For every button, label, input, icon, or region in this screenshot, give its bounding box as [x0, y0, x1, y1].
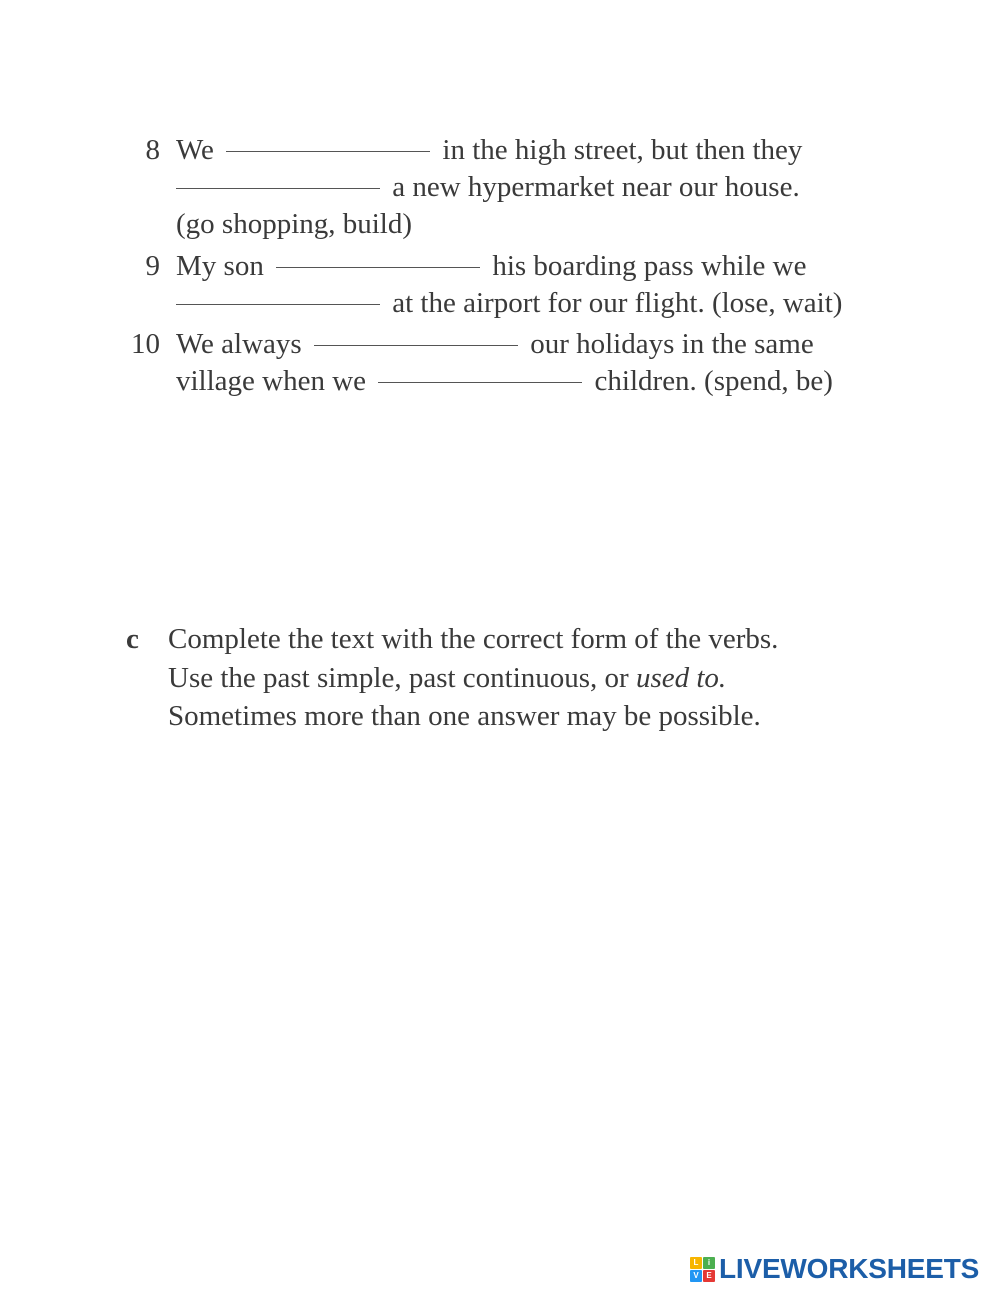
- exercise-number: 8: [145, 134, 160, 166]
- exercise-line: [176, 362, 833, 400]
- answer-blank[interactable]: [226, 131, 430, 152]
- logo-mark-cell: E: [703, 1270, 715, 1282]
- section-instructions: [168, 620, 888, 736]
- exercise-number: 10: [131, 328, 160, 360]
- exercise-text: children. (spend, be): [594, 365, 833, 397]
- exercise-line: [176, 131, 802, 169]
- answer-blank[interactable]: [176, 284, 380, 305]
- section-letter: c: [126, 623, 139, 655]
- exercise-number: 9: [145, 250, 160, 282]
- liveworksheets-logo: [690, 1254, 979, 1284]
- exercise-hint: (go shopping, build): [176, 208, 413, 240]
- answer-blank[interactable]: [314, 325, 518, 346]
- answer-input-10a[interactable]: [314, 337, 518, 357]
- answer-input-8b[interactable]: [176, 180, 380, 200]
- instruction-line: Complete the text with the correct form of the verbs.: [168, 623, 779, 655]
- answer-input-8a[interactable]: [226, 143, 430, 163]
- exercise-text: a new hypermarket near our house.: [392, 171, 800, 203]
- instruction-line: Sometimes more than one answer may be possible.: [168, 700, 761, 732]
- logo-mark-cell: i: [703, 1257, 715, 1269]
- exercise-text: We always: [176, 328, 302, 360]
- exercise-text: at the airport for our flight. (lose, wait): [392, 287, 843, 319]
- instruction-italic: used to.: [635, 661, 727, 694]
- logo-mark-cell: L: [690, 1257, 702, 1269]
- logo-text: LIVEWORKSHEETS: [719, 1253, 980, 1284]
- answer-blank[interactable]: [176, 168, 380, 189]
- answer-blank[interactable]: [378, 362, 582, 383]
- logo-mark-cell: V: [690, 1270, 702, 1282]
- exercise-line: [176, 205, 412, 243]
- exercise-text: My son: [176, 250, 264, 282]
- exercise-text: our holidays in the same: [530, 328, 814, 360]
- answer-blank[interactable]: [276, 247, 480, 268]
- logo-mark-icon: [690, 1257, 715, 1282]
- exercise-text: in the high street, but then they: [442, 134, 803, 166]
- exercise-text: his boarding pass while we: [492, 250, 807, 282]
- instruction-line: [168, 659, 888, 698]
- exercise-line: [176, 168, 800, 206]
- exercise-line: [176, 325, 814, 363]
- answer-input-9b[interactable]: [176, 296, 380, 316]
- instruction-text: Use the past simple, past continuous, or: [168, 661, 636, 694]
- exercise-text: We: [176, 134, 214, 166]
- answer-input-10b[interactable]: [378, 374, 582, 394]
- exercise-line: [176, 284, 842, 322]
- answer-input-9a[interactable]: [276, 259, 480, 279]
- exercise-line: [176, 247, 806, 285]
- exercise-text: village when we: [176, 365, 367, 397]
